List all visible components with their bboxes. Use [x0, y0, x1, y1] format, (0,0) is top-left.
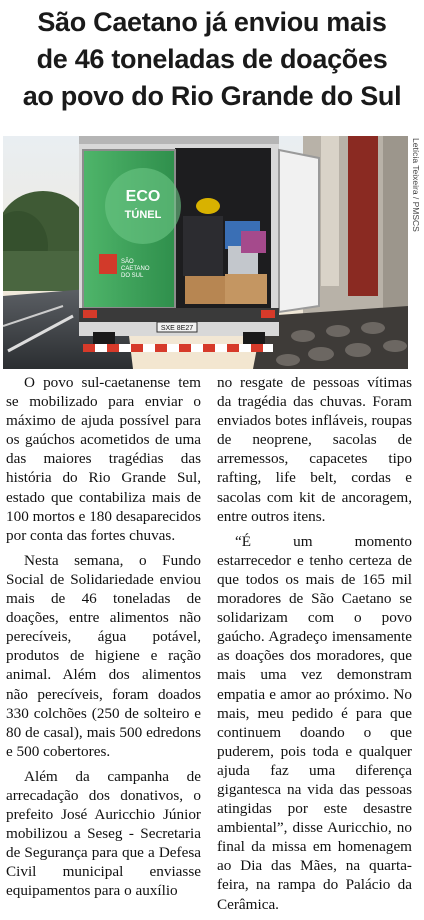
svg-text:TÚNEL: TÚNEL	[124, 209, 162, 221]
news-photo	[3, 136, 408, 369]
svg-text:SXE 8E27: SXE 8E27	[160, 325, 194, 332]
article-column-left	[6, 373, 201, 907]
article-paragraph: “É um momento estarrecedor e tenho certeza de que todos os mais de 165 mil moradores de São Caetano se solidarizam com o povo gaúcho. Agradeço imensamente as doações dos moradores, que mais uma vez demonstram empatia e amor ao próximo. No mais, meu pedido é para que continuem doando o que puderem, pois toda e qualquer ajuda faz uma diferença gigantesca na vida das pessoas atingidas por este desastre ambiental”, disse Auricchio, no final da missa em homenagem ao Dia das Mães, na quarta-feira, na rampa do Palácio da Cerâmica.	[217, 532, 412, 913]
article-paragraph: Além da campanha de arrecadação dos donativos, o prefeito José Auricchio Júnior mobilizou a Seseg - Secretaria de Segurança para que a Defesa Civil municipal enviasse equipamentos para o auxílio	[6, 767, 201, 900]
headline-line-1: São Caetano já enviou mais	[37, 7, 387, 37]
headline-line-3: ao povo do Rio Grande do Sul	[22, 81, 402, 111]
photo-credit-text: Letícia Teixeira / PMSCS	[411, 138, 421, 232]
article-paragraph: Nesta semana, o Fundo Social de Solidariedade enviou mais de 46 toneladas de doações, entre alimentos não perecíveis, água potável, produtos de higiene e ração animal. Além dos alimentos não perecíveis, foram doados 330 colchões (250 de solteiro e 80 de casal), mais 500 edredons e 500 cobertores.	[6, 551, 201, 760]
svg-text:SÃO: SÃO	[121, 259, 134, 265]
svg-text:ECO: ECO	[125, 188, 161, 205]
article-paragraph: no resgate de pessoas vítimas da tragédia das chuvas. Foram enviados botes infláveis, roupas de neoprene, sacolas de arremessos, capacetes tipo rafting, life belt, cordas e sacolas com kit de ancoragem, entre outros itens.	[217, 374, 412, 525]
photo-credit	[408, 136, 424, 369]
headline-line-2: de 46 toneladas de doações	[36, 44, 388, 74]
headline	[0, 4, 424, 115]
article-column-right	[217, 373, 412, 920]
article-paragraph: O povo sul-caetanense tem se mobilizado para enviar o máximo de ajuda possível para os gaúchos acometidos de uma das maiores tragédias das história do Rio Grande Sul, estado que contabiliza mais de 100 mortos e 180 desaparecidos por conta das fortes chuvas.	[6, 374, 201, 544]
svg-text:CAETANO: CAETANO	[121, 266, 150, 272]
svg-text:DO SUL: DO SUL	[121, 273, 144, 279]
